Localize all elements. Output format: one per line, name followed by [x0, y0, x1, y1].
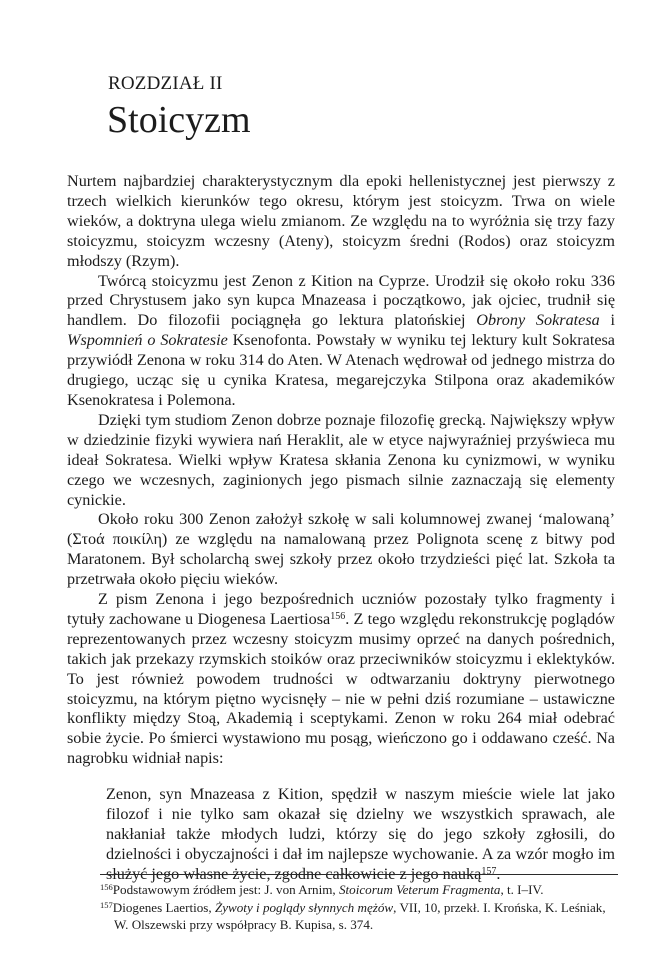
footnote-text: Podstawowym źródłem jest: J. von Arnim, — [112, 882, 339, 897]
paragraph-1: Nurtem najbardziej charakterystycznym dla epoki hellenistycznej jest pierwszy z trzech wielkich kierunków tego okresu, którym jest stoicyzm. Trwa on wiele wieków, a doktryna ulega wielu zmianom. Ze względu na to wyróżnia się trzy fazy stoicyzmu, stoicyzm wczesny (Ateny), stoicyzm średni (Rodos) oraz stoicyzm młodszy (Rzym). — [67, 172, 615, 270]
greek-term: Στοά ποικίλη — [72, 530, 162, 549]
paragraph-2-text-a: Twórcą stoicyzmu jest Zenon z Kition na Cyprze. Urodził się około roku 336 przed Chrystusem jako syn kupca Mnazeasa i początkowo, jak ojciec, trudnił się handlem. Do filozofii pociągnęła go lektura platońskiej — [67, 271, 615, 330]
footnote-text: , VII, 10, przekł. I. Krońska, K. Leśniak, W. Olszewski przy współpracy B. Kupisa, s. 374. — [114, 899, 606, 932]
footnote-157 — [100, 899, 618, 934]
footnote-number: 156 — [100, 882, 113, 892]
chapter-title: Stoicyzm — [107, 99, 251, 141]
quote-end: . — [496, 864, 501, 883]
footnote-156 — [100, 881, 618, 899]
footnote-text: Diogenes Laertios, — [112, 899, 215, 915]
footnotes — [100, 874, 618, 934]
paragraph-4 — [67, 510, 615, 590]
footnote-text: , t. I–IV. — [500, 882, 544, 897]
chapter-label: ROZDZIAŁ II — [108, 73, 223, 94]
paragraph-3: Dzięki tym studiom Zenon dobrze poznaje filozofię grecką. Największy wpływ w dziedzinie fizyki wywiera nań Heraklit, ale w etyce najwyraźniej przyświeca mu ideał Sokratesa. Wielki wpływ Kratesa skłania Zenona ku cynizmowi, w wyniku czego we wczesnych, zaginionych jego pismach silnie zaznaczają się elementy cynickie. — [67, 410, 615, 509]
footnote-number: 157 — [100, 899, 113, 910]
block-quote — [106, 785, 615, 885]
paragraph-5-text-a: Z pism Zenona i jego bezpośrednich uczniów pozostały tylko fragmenty i tytuły zachowane u Diogenesa Laertiosa — [67, 590, 615, 628]
paragraph-2-text-b: i — [599, 311, 615, 330]
footnote-ref-156: 156 — [330, 610, 346, 622]
quote-text: Zenon, syn Mnazeasa z Kition, spędził w naszym mieście wiele lat jako filozof i nie tylko sam okazał się dzielny we wszystkich sprawach, ale nakłaniał także młodych ludzi, którzy się do jego szkoły zgłosili, do dzielności i obyczajności i dał im najlepsze wychowanie. A za wzór mogło im służyć jego własne życie, zgodne całkowicie z jego nauką — [106, 785, 615, 883]
footnote-work-title: Stoicorum Veterum Fragmenta — [338, 882, 501, 897]
paragraph-2-text-c: Ksenofonta. Powstały w wyniku tej lektury kult Sokratesa przywiódł Zenona w roku 314 do Aten. W Atenach wędrował od jednego mistrza do drugiego, ucząc się u cynika Kratesa, megarejczyka Stilpona oraz akademików Ksenokratesa i Polemona. — [67, 331, 615, 409]
body-text — [67, 172, 615, 885]
work-title-obrona: Obrony Sokratesa — [476, 311, 600, 330]
footnote-work-title: Żywoty i poglądy słynnych mężów — [214, 899, 394, 915]
paragraph-2 — [67, 272, 615, 411]
footnote-ref-157: 157 — [481, 865, 497, 877]
work-title-wspomnienia: Wspomnień o Sokratesie — [67, 331, 228, 350]
paragraph-5 — [67, 590, 615, 769]
paragraph-5-text-b: . Z tego względu rekonstrukcję poglądów reprezentowanych przez wczesny stoicyzm musimy oprzeć na danych pośrednich, takich jak przekazy rzymskich stoików oraz przeciwników stoicyzmu i eklektyków. To jest również powodem trudności w odtwarzaniu doktryny pierwotnego stoicyzmu, na którym piętno wycisnęły – nie w pełni dziś rozumiane – ustawiczne konflikty między Stoą, Akademią i sceptykami. Zenon w roku 264 miał odebrać sobie życie. Po śmierci wystawiono mu posąg, wieńczono go i oddawano cześć. Na nagrobku widniał napis: — [67, 609, 615, 768]
paragraph-4-text-a: Około roku 300 Zenon założył szkołę w sali kolumnowej zwanej ‘malowaną’ ( — [67, 510, 615, 549]
paragraph-4-text-b: ) ze względu na namalowaną przez Polignota scenę z bitwy pod Maratonem. Był scholarchą swej szkoły przez około trzydzieści pięć lat. Szkoła ta przetrwała około pięciu wieków. — [67, 530, 616, 589]
